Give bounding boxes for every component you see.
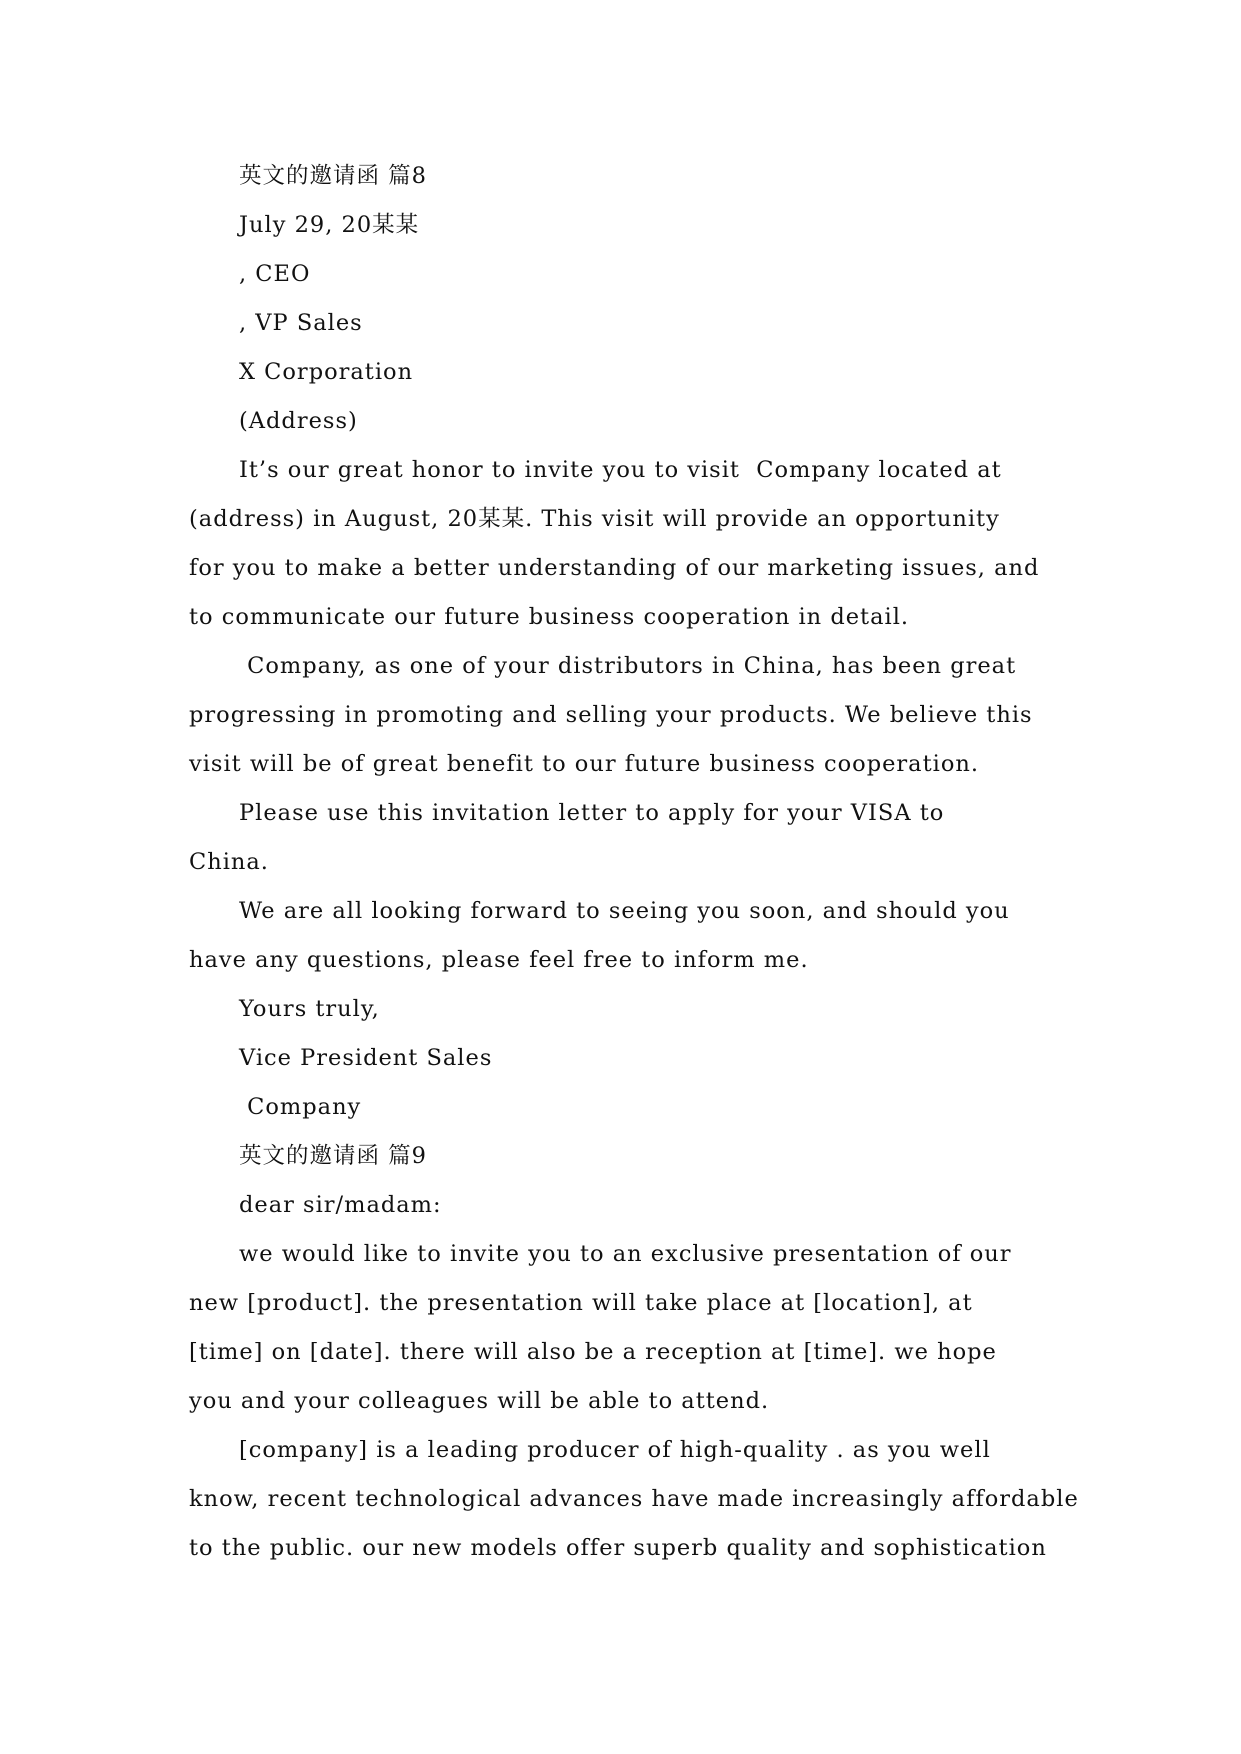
document-body [189,152,1079,1573]
paragraph-line: know, recent technological advances have made increasingly affordable [189,1486,1079,1512]
recipient-address: (Address) [239,408,358,434]
recipient-line: , CEO [239,261,311,287]
paragraph-line: [time] on [date]. there will also be a reception at [time]. we hope [189,1339,997,1365]
section-heading: 英文的邀请函 篇8 [239,163,427,189]
signature-title: Vice President Sales [239,1045,493,1071]
paragraph-line: It’s our great honor to invite you to visit Company located at [239,457,1002,483]
paragraph-line: We are all looking forward to seeing you soon, and should you [239,898,1010,924]
paragraph-line: you and your colleagues will be able to attend. [189,1388,770,1414]
letter-date: July 29, 20某某 [239,212,420,238]
recipient-line: , VP Sales [239,310,363,336]
salutation: dear sir/madam: [239,1192,442,1218]
paragraph-line: have any questions, please feel free to inform me. [189,947,809,973]
paragraph-line: we would like to invite you to an exclusive presentation of our [239,1241,1012,1267]
paragraph-line: Please use this invitation letter to apply for your VISA to [239,800,945,826]
paragraph-line: [company] is a leading producer of high-quality . as you well [239,1437,991,1463]
paragraph-line: to the public. our new models offer superb quality and sophistication [189,1535,1047,1561]
paragraph-line: new [product]. the presentation will take place at [location], at [189,1290,973,1316]
signature-company: Company [239,1094,362,1120]
recipient-company: X Corporation [239,359,414,385]
paragraph-line: progressing in promoting and selling your products. We believe this [189,702,1033,728]
paragraph-line: China. [189,849,269,875]
paragraph-line: Company, as one of your distributors in China, has been great [239,653,1017,679]
paragraph-line: visit will be of great benefit to our future business cooperation. [189,751,980,777]
paragraph-line: for you to make a better understanding of our marketing issues, and [189,555,1040,581]
closing-line: Yours truly, [239,996,380,1022]
paragraph-line: (address) in August, 20某某. This visit will provide an opportunity [189,506,1000,532]
section-heading: 英文的邀请函 篇9 [239,1143,427,1169]
paragraph-line: to communicate our future business cooperation in detail. [189,604,910,630]
